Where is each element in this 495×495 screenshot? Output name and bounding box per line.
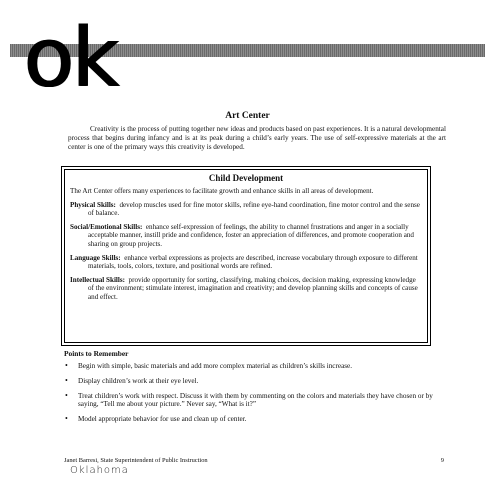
list-item-text: Model appropriate behavior for use and clean up of center. [78,415,247,424]
box-title: Child Development [208,173,284,183]
skill-label: Physical Skills: [70,200,116,209]
skill-physical [70,201,422,218]
skill-label: Language Skills: [70,253,121,262]
box-body [70,187,422,307]
skill-text: enhance verbal expressions as projects are described, increase vocabulary through exposure to different materials, tools, colors, texture, and positional words are refined. [88,253,418,271]
skill-intellectual [70,276,422,302]
skill-text: enhance self-expression of feelings, the ability to channel frustrations and anger in a socially acceptable manner, instill pride and confidence, foster an appreciation of differences, and promote cooperation and sharing on group projects. [88,222,414,248]
page-title: Art Center [225,111,270,121]
bullet-icon: • [65,361,68,370]
list-item [64,377,442,386]
skill-label: Social/Emotional Skills: [70,222,143,231]
list-item [64,362,442,371]
skill-language [70,254,422,271]
handwritten-ok-mark: ok [24,11,118,106]
list-item-text: Treat children’s work with respect. Discuss it with them by commenting on the colors and materials they have chosen or by saying, “Tell me about your picture.” Never say, “What is it?” [78,391,433,409]
intro-paragraph: Creativity is the process of putting together new ideas and products based on past experiences. It is a natural developmental process that begins during infancy and is at its peak during a child’s early years. The use of self-expressive materials at the art center is one of the primary ways this creativity is developed. [68,125,446,151]
footer-credit: Janet Barresi, State Superintendent of Public Instruction [64,457,208,464]
page-number: 9 [440,457,444,464]
box-intro: The Art Center offers many experiences to facilitate growth and enhance skills in all areas of development. [70,187,374,195]
skill-text: develop muscles used for fine motor skills, refine eye-hand coordination, fine motor control and the sense of balance. [88,200,420,218]
list-item-text: Display children’s work at their eye level. [78,376,199,385]
skill-text: provide opportunity for sorting, classifying, making choices, decision making, expressing knowledge of the environment; stimulate interest, imagination and creativity; and develop planning skills and concepts of cause and effect. [88,275,418,301]
handwritten-note: Oklahoma [70,465,129,476]
page-footer [64,457,444,464]
list-item-text: Begin with simple, basic materials and add more complex material as children’s skills increase. [78,362,353,370]
list-item [64,392,442,410]
bullet-icon: • [65,375,68,385]
points-list [64,362,442,430]
child-development-box [64,169,428,343]
skill-label: Intellectual Skills: [70,275,125,284]
bullet-icon: • [65,390,68,400]
skill-social-emotional [70,223,422,249]
list-item [64,415,442,424]
points-title: Points to Remember [64,349,129,358]
bullet-icon: • [65,414,68,424]
